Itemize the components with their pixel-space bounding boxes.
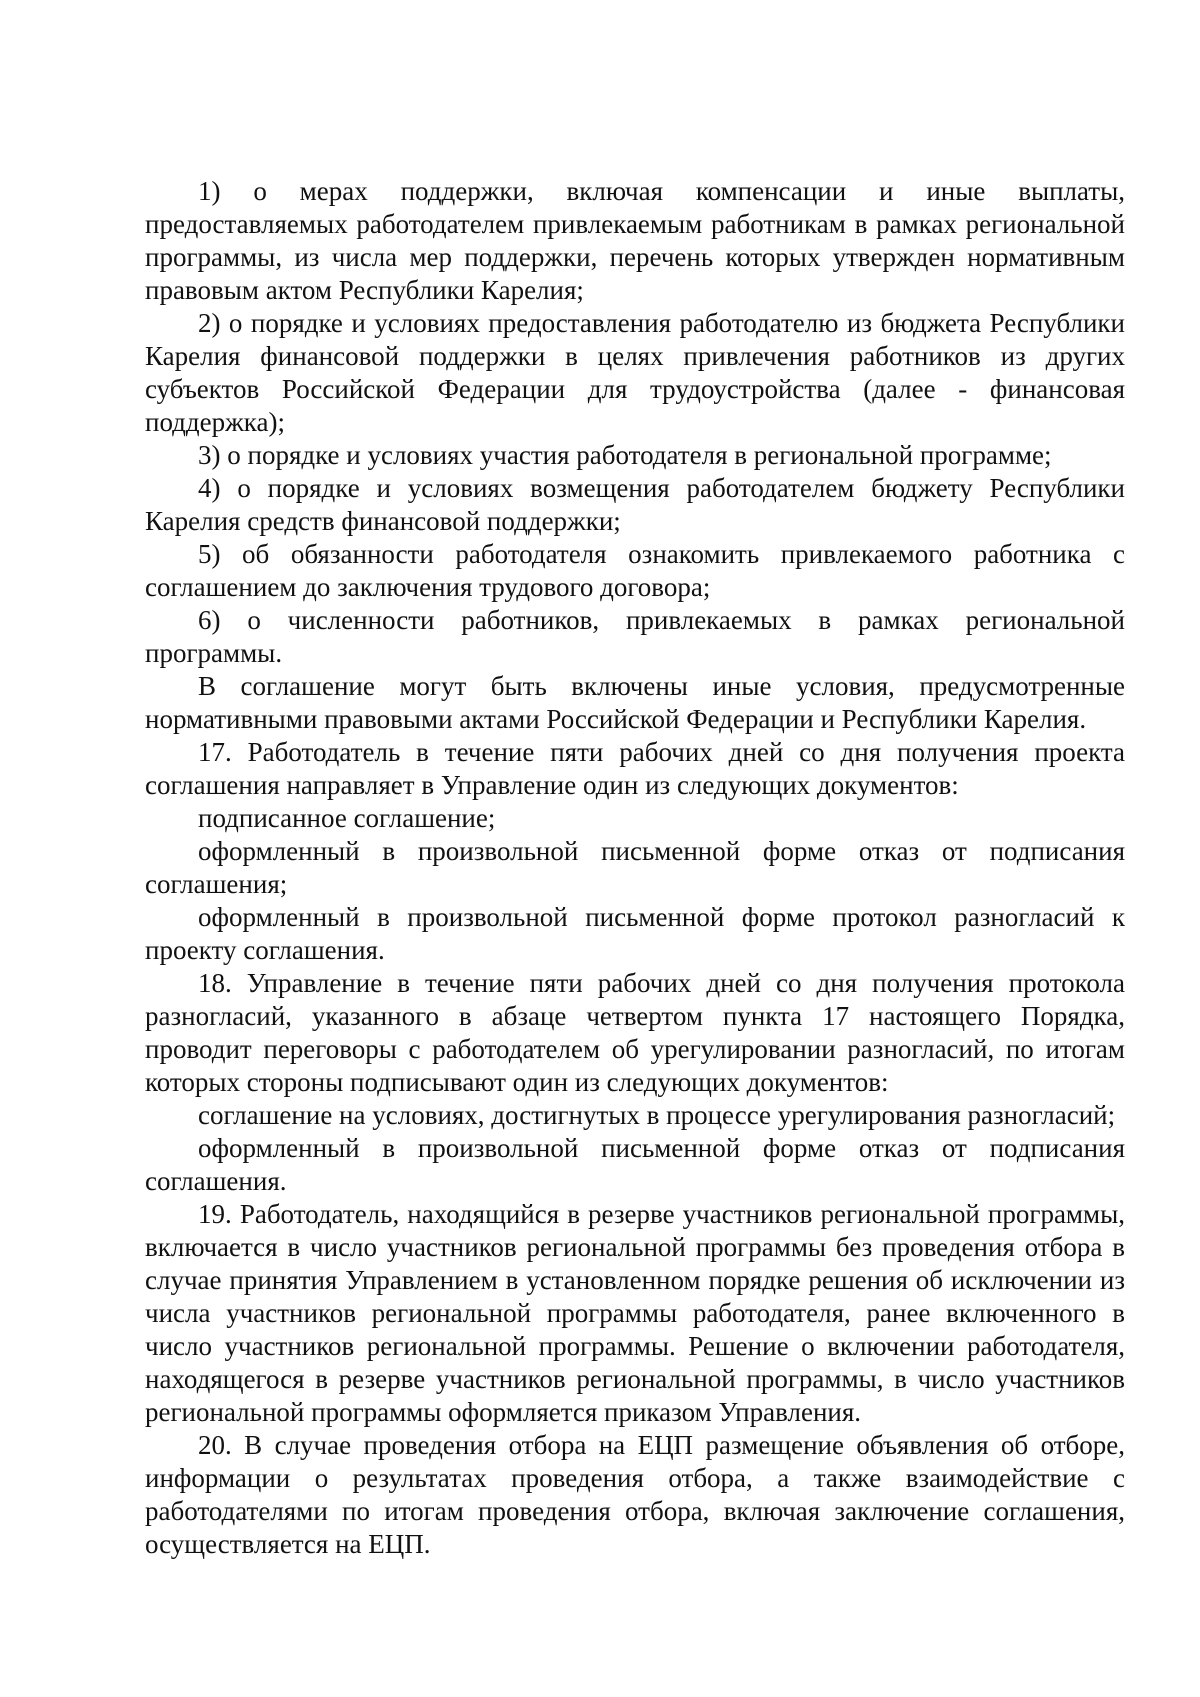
document-page [145, 175, 1125, 1561]
paragraph-17: 17. Работодатель в течение пяти рабочих дней со дня получения проекта соглашения направляет в Управление один из следующих документов: [145, 737, 1125, 800]
paragraph-item-4: 4) о порядке и условиях возмещения работодателем бюджету Республики Карелия средств финансовой поддержки; [145, 473, 1125, 536]
paragraph-18-agreement: соглашение на условиях, достигнутых в процессе урегулирования разногласий; [198, 1100, 1116, 1130]
paragraph-item-5: 5) об обязанности работодателя ознакомить привлекаемого работника с соглашением до заключения трудового договора; [145, 539, 1125, 602]
paragraph-additional-conditions: В соглашение могут быть включены иные условия, предусмотренные нормативными правовыми актами Российской Федерации и Республики Карелия. [145, 671, 1125, 734]
paragraph-17-refusal: оформленный в произвольной письменной форме отказ от подписания соглашения; [145, 836, 1125, 899]
paragraph-17-disagreement-protocol: оформленный в произвольной письменной форме протокол разногласий к проекту соглашения. [145, 902, 1125, 965]
paragraph-item-2: 2) о порядке и условиях предоставления работодателю из бюджета Республики Карелия финансовой поддержки в целях привлечения работников из других субъектов Российской Федерации для трудоустройства (далее - финансовая поддержка); [145, 308, 1125, 437]
paragraph-20: 20. В случае проведения отбора на ЕЦП размещение объявления об отборе, информации о результатах проведения отбора, а также взаимодействие с работодателями по итогам проведения отбора, включая заключение соглашения, осуществляется на ЕЦП. [145, 1430, 1125, 1559]
paragraph-19: 19. Работодатель, находящийся в резерве участников региональной программы, включается в число участников региональной программы без проведения отбора в случае принятия Управлением в установленном порядке решения об исключении из числа участников региональной программы работодателя, ранее включенного в число участников региональной программы. Решение о включении работодателя, находящегося в резерве участников региональной программы, в число участников региональной программы оформляется приказом Управления. [145, 1199, 1125, 1427]
paragraph-18: 18. Управление в течение пяти рабочих дней со дня получения протокола разногласий, указанного в абзаце четвертом пункта 17 настоящего Порядка, проводит переговоры с работодателем об урегулировании разногласий, по итогам которых стороны подписывают один из следующих документов: [145, 968, 1125, 1097]
paragraph-item-1: 1) о мерах поддержки, включая компенсации и иные выплаты, предоставляемых работодателем привлекаемым работникам в рамках региональной программы, из числа мер поддержки, перечень которых утвержден нормативным правовым актом Республики Карелия; [145, 176, 1125, 305]
paragraph-item-6: 6) о численности работников, привлекаемых в рамках региональной программы. [145, 605, 1125, 668]
paragraph-item-3: 3) о порядке и условиях участия работодателя в региональной программе; [198, 440, 1052, 470]
paragraph-18-refusal: оформленный в произвольной письменной форме отказ от подписания соглашения. [145, 1133, 1125, 1196]
paragraph-17-signed-agreement: подписанное соглашение; [198, 803, 496, 833]
